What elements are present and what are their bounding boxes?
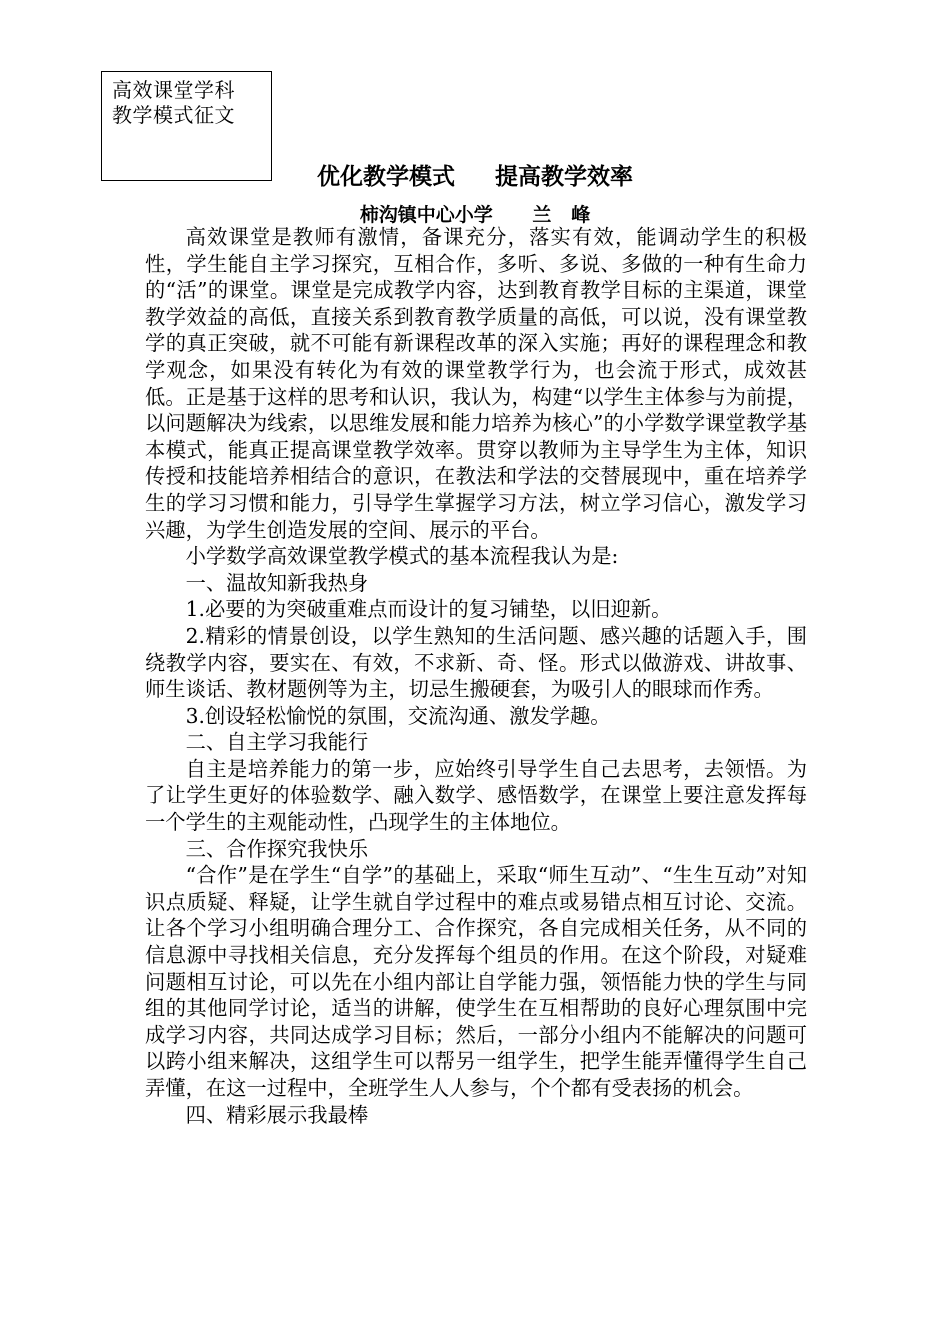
- paragraph-cooperation: “合作”是在学生“自学”的基础上，采取“师生互动”、“生生互动”对知识点质疑、释疑，让学生就自学过程中的难点或易错点相互讨论、交流。让各个学习小组明确合理分工、合作探究，各自完成相关任务，从不同的信息源中寻找相关信息，充分发挥每个组员的作用。在这个阶段，对疑难问题相互讨论，可以先在小组内部让自学能力强，领悟能力快的学生与同组的其他同学讨论，适当的讲解，使学生在互相帮助的良好心理氛围中完成学习内容，共同达成学习目标；然后，一部分小组内不能解决的问题可以跨小组来解决，这组学生可以帮另一组学生，把学生能弄懂得学生自己弄懂，在这一过程中，全班学生人人参与，个个都有受表扬的机会。: [145, 863, 807, 1100]
- section-heading-1: 一、温故知新我热身: [185, 570, 369, 595]
- section-heading-4: 四、精彩展示我最棒: [185, 1102, 369, 1127]
- list-item-2: 2.精彩的情景创设，以学生熟知的生活问题、感兴趣的话题入手，围绕教学内容，要实在、有效，不求新、奇、怪。形式以做游戏、讲故事、师生谈话、教材题例等为主，切忌生搬硬套，为吸引人的眼球而作秀。: [145, 623, 807, 702]
- list-item-1: 1.必要的为突破重难点而设计的复习铺垫，以旧迎新。: [185, 597, 672, 622]
- paragraph-intro: 高效课堂是教师有激情，备课充分，落实有效，能调动学生的积极性，学生能自主学习探究，互相合作，多听、多说、多做的一种有生命力的“活”的课堂。课堂是完成教学内容，达到教育教学目标的主渠道，课堂教学效益的高低，直接关系到教育教学质量的高低，可以说，没有课堂教学的真正突破，就不可能有新课程改革的深入实施；再好的课程理念和教学观念，如果没有转化为有效的课堂教学行为，也会流于形式，成效甚低。正是基于这样的思考和认识，我认为，构建“以学生主体参与为前提，以问题解决为线索，以思维发展和能力培养为核心”的小学数学课堂教学基本模式，能真正提高课堂教学效率。贯穿以教师为主导学生为主体，知识传授和技能培养相结合的意识，在教法和学法的交替展现中，重在培养学生的学习习惯和能力，引导学生掌握学习方法，树立学习信心，激发学习兴趣，为学生创造发展的空间、展示的平台。: [145, 225, 807, 542]
- category-line-2: 教学模式征文: [112, 103, 235, 127]
- document-title: 优化教学模式 提高教学效率: [316, 164, 634, 190]
- document-body: [145, 224, 807, 1128]
- list-item-3: 3.创设轻松愉悦的氛围，交流沟通、激发学趣。: [185, 703, 611, 728]
- section-heading-3: 三、合作探究我快乐: [185, 836, 369, 861]
- category-line-1: 高效课堂学科: [112, 78, 235, 102]
- author-byline: 柿沟镇中心小学 兰 峰: [359, 204, 591, 226]
- paragraph-self-study: 自主是培养能力的第一步，应始终引导学生自己去思考，去领悟。为了让学生更好的体验数学、融入数学、感悟数学，在课堂上要注意发挥每一个学生的主观能动性，凸现学生的主体地位。: [145, 756, 807, 835]
- section-heading-2: 二、自主学习我能行: [185, 730, 369, 755]
- paragraph-flow-intro: 小学数学高效课堂教学模式的基本流程我认为是:: [185, 544, 619, 569]
